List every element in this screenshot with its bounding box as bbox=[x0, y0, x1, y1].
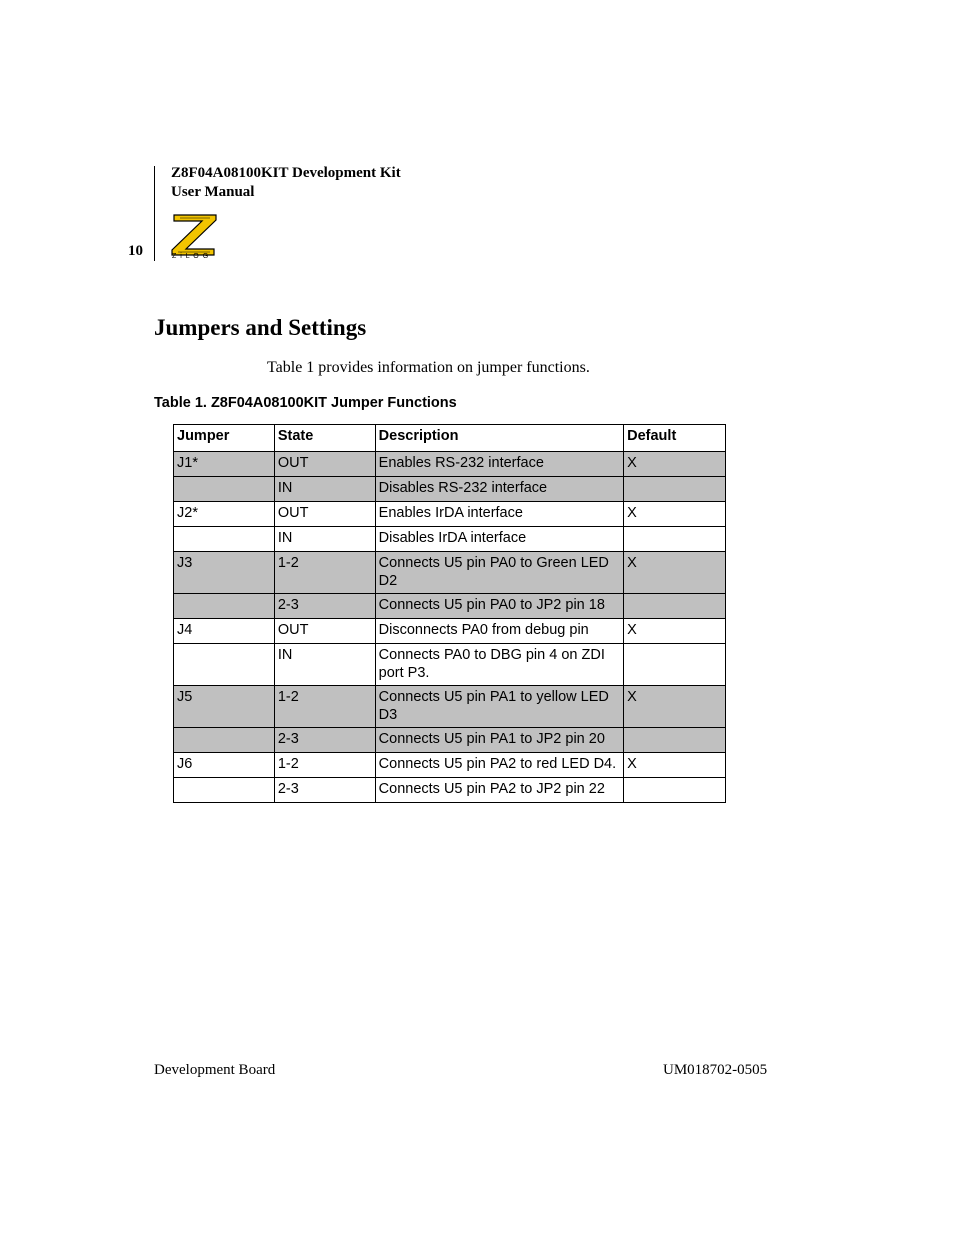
cell-description: Connects U5 pin PA1 to yellow LED D3 bbox=[375, 686, 623, 728]
cell-state: IN bbox=[274, 477, 375, 502]
header-vertical-rule bbox=[154, 166, 155, 261]
table-row bbox=[174, 594, 726, 619]
cell-default: X bbox=[624, 686, 726, 728]
cell-description: Connects U5 pin PA1 to JP2 pin 20 bbox=[375, 728, 623, 753]
table-row bbox=[174, 644, 726, 686]
cell-default: X bbox=[624, 502, 726, 527]
column-header-jumper: Jumper bbox=[174, 425, 275, 452]
intro-paragraph: Table 1 provides information on jumper functions. bbox=[267, 359, 590, 376]
footer-section-name: Development Board bbox=[154, 1062, 276, 1078]
cell-default bbox=[624, 527, 726, 552]
cell-description: Disables IrDA interface bbox=[375, 527, 623, 552]
cell-state: IN bbox=[274, 644, 375, 686]
cell-description: Enables IrDA interface bbox=[375, 502, 623, 527]
cell-jumper bbox=[174, 728, 275, 753]
cell-description: Connects PA0 to DBG pin 4 on ZDI port P3. bbox=[375, 644, 623, 686]
cell-default bbox=[624, 477, 726, 502]
column-header-description: Description bbox=[375, 425, 623, 452]
table-row bbox=[174, 728, 726, 753]
cell-jumper: J4 bbox=[174, 619, 275, 644]
table-row bbox=[174, 502, 726, 527]
cell-description: Connects U5 pin PA0 to Green LED D2 bbox=[375, 552, 623, 594]
cell-jumper: J3 bbox=[174, 552, 275, 594]
document-title bbox=[171, 164, 401, 202]
section-heading: Jumpers and Settings bbox=[154, 315, 367, 340]
cell-jumper: J5 bbox=[174, 686, 275, 728]
cell-state: OUT bbox=[274, 502, 375, 527]
cell-description: Connects U5 pin PA0 to JP2 pin 18 bbox=[375, 594, 623, 619]
cell-jumper bbox=[174, 527, 275, 552]
table-row bbox=[174, 552, 726, 594]
cell-description: Disconnects PA0 from debug pin bbox=[375, 619, 623, 644]
cell-state: 2-3 bbox=[274, 594, 375, 619]
cell-description: Connects U5 pin PA2 to red LED D4. bbox=[375, 753, 623, 778]
cell-description: Disables RS-232 interface bbox=[375, 477, 623, 502]
cell-default: X bbox=[624, 753, 726, 778]
document-title-line1: Z8F04A08100KIT Development Kit bbox=[171, 165, 401, 181]
cell-state: OUT bbox=[274, 452, 375, 477]
column-header-default: Default bbox=[624, 425, 726, 452]
table-header-row bbox=[174, 425, 726, 452]
cell-state: 2-3 bbox=[274, 778, 375, 803]
cell-jumper bbox=[174, 778, 275, 803]
cell-description: Enables RS-232 interface bbox=[375, 452, 623, 477]
table-row bbox=[174, 778, 726, 803]
zilog-logo bbox=[170, 211, 220, 263]
cell-default: X bbox=[624, 619, 726, 644]
cell-jumper bbox=[174, 644, 275, 686]
zilog-logo-text: Z i L O G bbox=[172, 253, 210, 260]
table-row bbox=[174, 452, 726, 477]
table-row bbox=[174, 477, 726, 502]
cell-jumper bbox=[174, 594, 275, 619]
cell-jumper bbox=[174, 477, 275, 502]
table-row bbox=[174, 753, 726, 778]
table-row bbox=[174, 619, 726, 644]
cell-default: X bbox=[624, 552, 726, 594]
cell-default bbox=[624, 644, 726, 686]
cell-default: X bbox=[624, 452, 726, 477]
jumper-functions-table bbox=[173, 424, 726, 803]
page-number: 10 bbox=[128, 243, 143, 259]
table-row bbox=[174, 527, 726, 552]
table-row bbox=[174, 686, 726, 728]
table-caption: Table 1. Z8F04A08100KIT Jumper Functions bbox=[154, 395, 457, 411]
footer-document-number: UM018702-0505 bbox=[663, 1062, 768, 1078]
cell-default bbox=[624, 728, 726, 753]
cell-state: IN bbox=[274, 527, 375, 552]
cell-jumper: J1* bbox=[174, 452, 275, 477]
cell-state: 1-2 bbox=[274, 753, 375, 778]
cell-description: Connects U5 pin PA2 to JP2 pin 22 bbox=[375, 778, 623, 803]
cell-jumper: J6 bbox=[174, 753, 275, 778]
document-title-line2: User Manual bbox=[171, 184, 255, 200]
cell-default bbox=[624, 594, 726, 619]
cell-state: 1-2 bbox=[274, 552, 375, 594]
column-header-state: State bbox=[274, 425, 375, 452]
cell-state: OUT bbox=[274, 619, 375, 644]
cell-state: 1-2 bbox=[274, 686, 375, 728]
cell-default bbox=[624, 778, 726, 803]
cell-state: 2-3 bbox=[274, 728, 375, 753]
cell-jumper: J2* bbox=[174, 502, 275, 527]
